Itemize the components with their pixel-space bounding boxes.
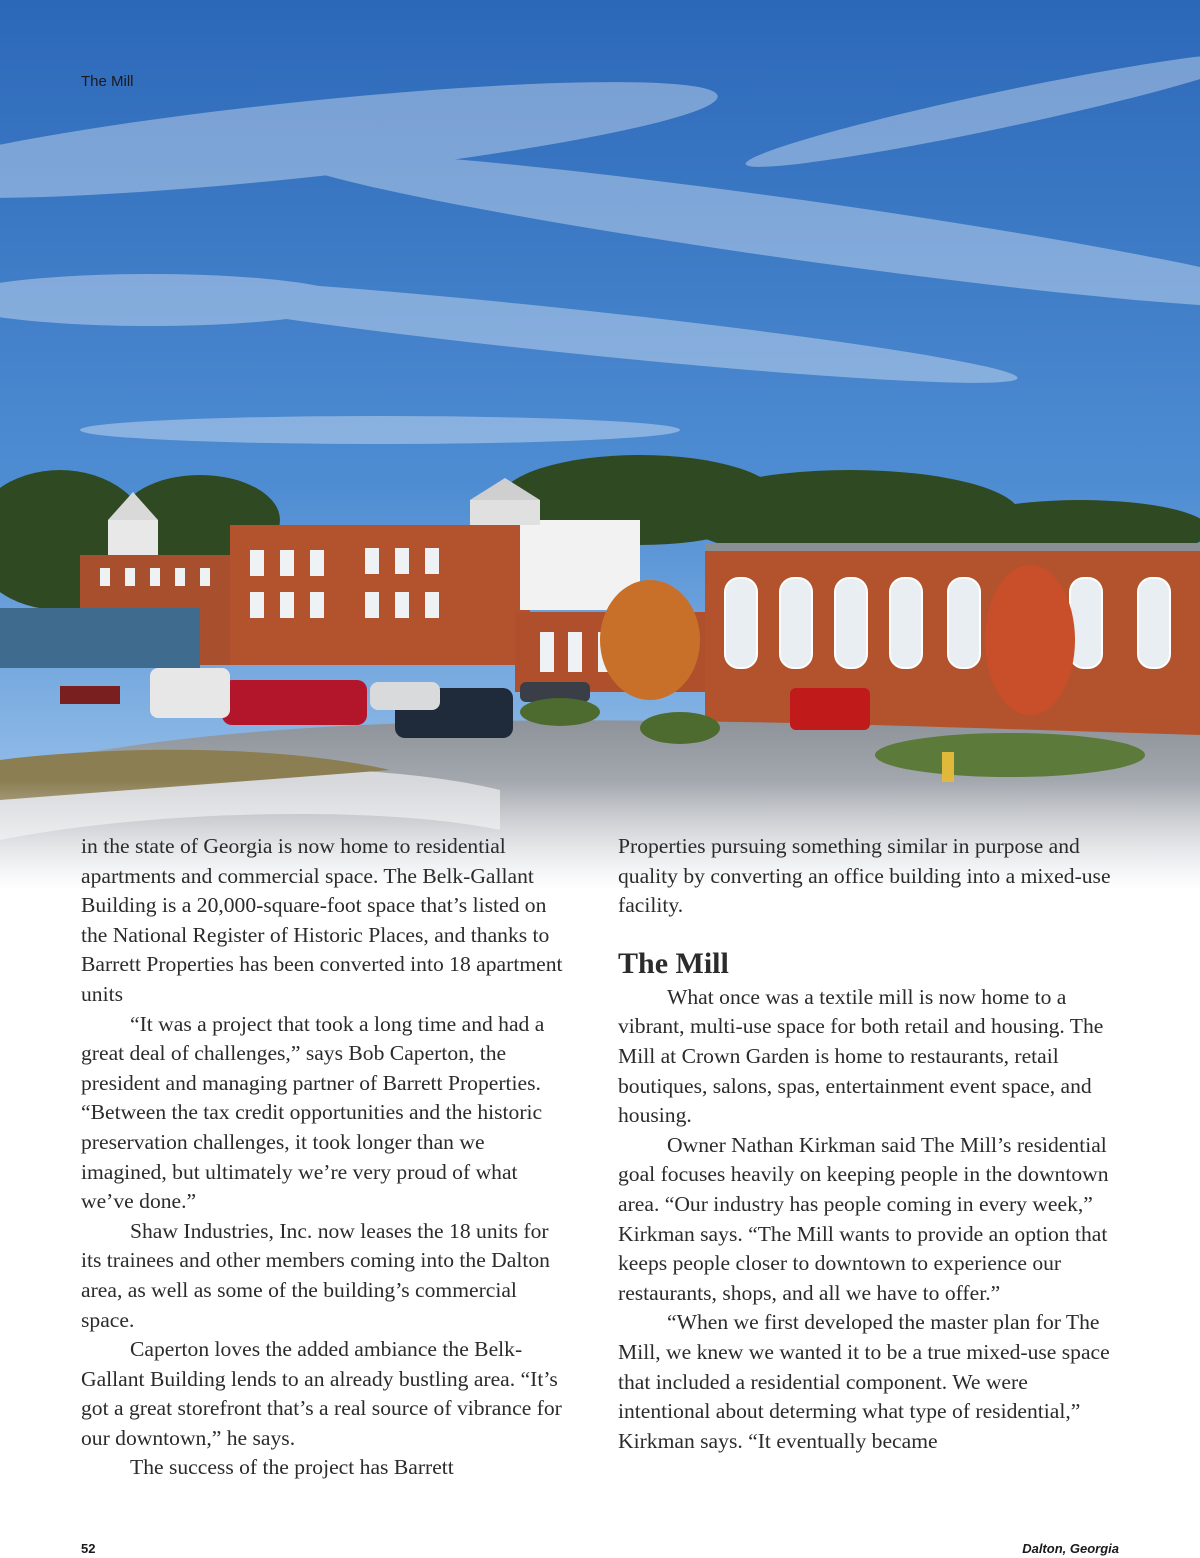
left-paragraph-2: “It was a project that took a long time and had a great deal of challenges,” says Bob Caperton, the president and managing partner of Barrett Properties. “Between the tax credit opportunities and the historic preservation challenges, it took longer than we imagined, but ultimately we’re very proud of what we’ve done.” [81,1011,545,1214]
publication-name: Dalton, Georgia [1022,1541,1119,1556]
right-column [618,832,1118,1456]
right-paragraph-1: What once was a textile mill is now home to a vibrant, multi-use space for both retail and housing. The Mill at Crown Garden is home to restaurants, retail boutiques, salons, spas, entertainment event space, and housing. [618,984,1104,1128]
page-number: 52 [81,1541,96,1556]
right-paragraph-3: “When we first developed the master plan for The Mill, we knew we wanted it to be a true mixed-use space that included a residential component. We were intentional about determing what type of residential,” Kirkman says. “It eventually became [618,1310,1110,1453]
left-column [81,832,571,1483]
right-paragraph-2: Owner Nathan Kirkman said The Mill’s residential goal focuses heavily on keeping people in the downtown area. “Our industry has people coming in every week,” Kirkman says. “The Mill wants to provide an option that keeps people closer to downtown to experience our restaurants, shops, and all we have to offer.” [618,1132,1109,1305]
left-paragraph-1: in the state of Georgia is now home to residential apartments and commercial space. The Belk-Gallant Building is a 20,000-square-foot space that’s listed on the National Register of Historic Places, and thanks to Barrett Properties has been converted into 18 apartment units [81,834,563,1006]
right-intro-paragraph: Properties pursuing something similar in purpose and quality by converting an office building into a mixed-use facility. [618,834,1111,918]
left-paragraph-3: Shaw Industries, Inc. now leases the 18 units for its trainees and other members coming into the Dalton area, as well as some of the building’s commercial space. [81,1218,550,1332]
left-paragraph-5: The success of the project has Barrett [130,1455,454,1480]
section-heading: The Mill [618,946,729,980]
running-head: The Mill [81,73,134,90]
left-paragraph-4: Caperton loves the added ambiance the Belk-Gallant Building lends to an already bustling area. “It’s got a great storefront that’s a real source of vibrance for our downtown,” he says. [81,1337,562,1450]
